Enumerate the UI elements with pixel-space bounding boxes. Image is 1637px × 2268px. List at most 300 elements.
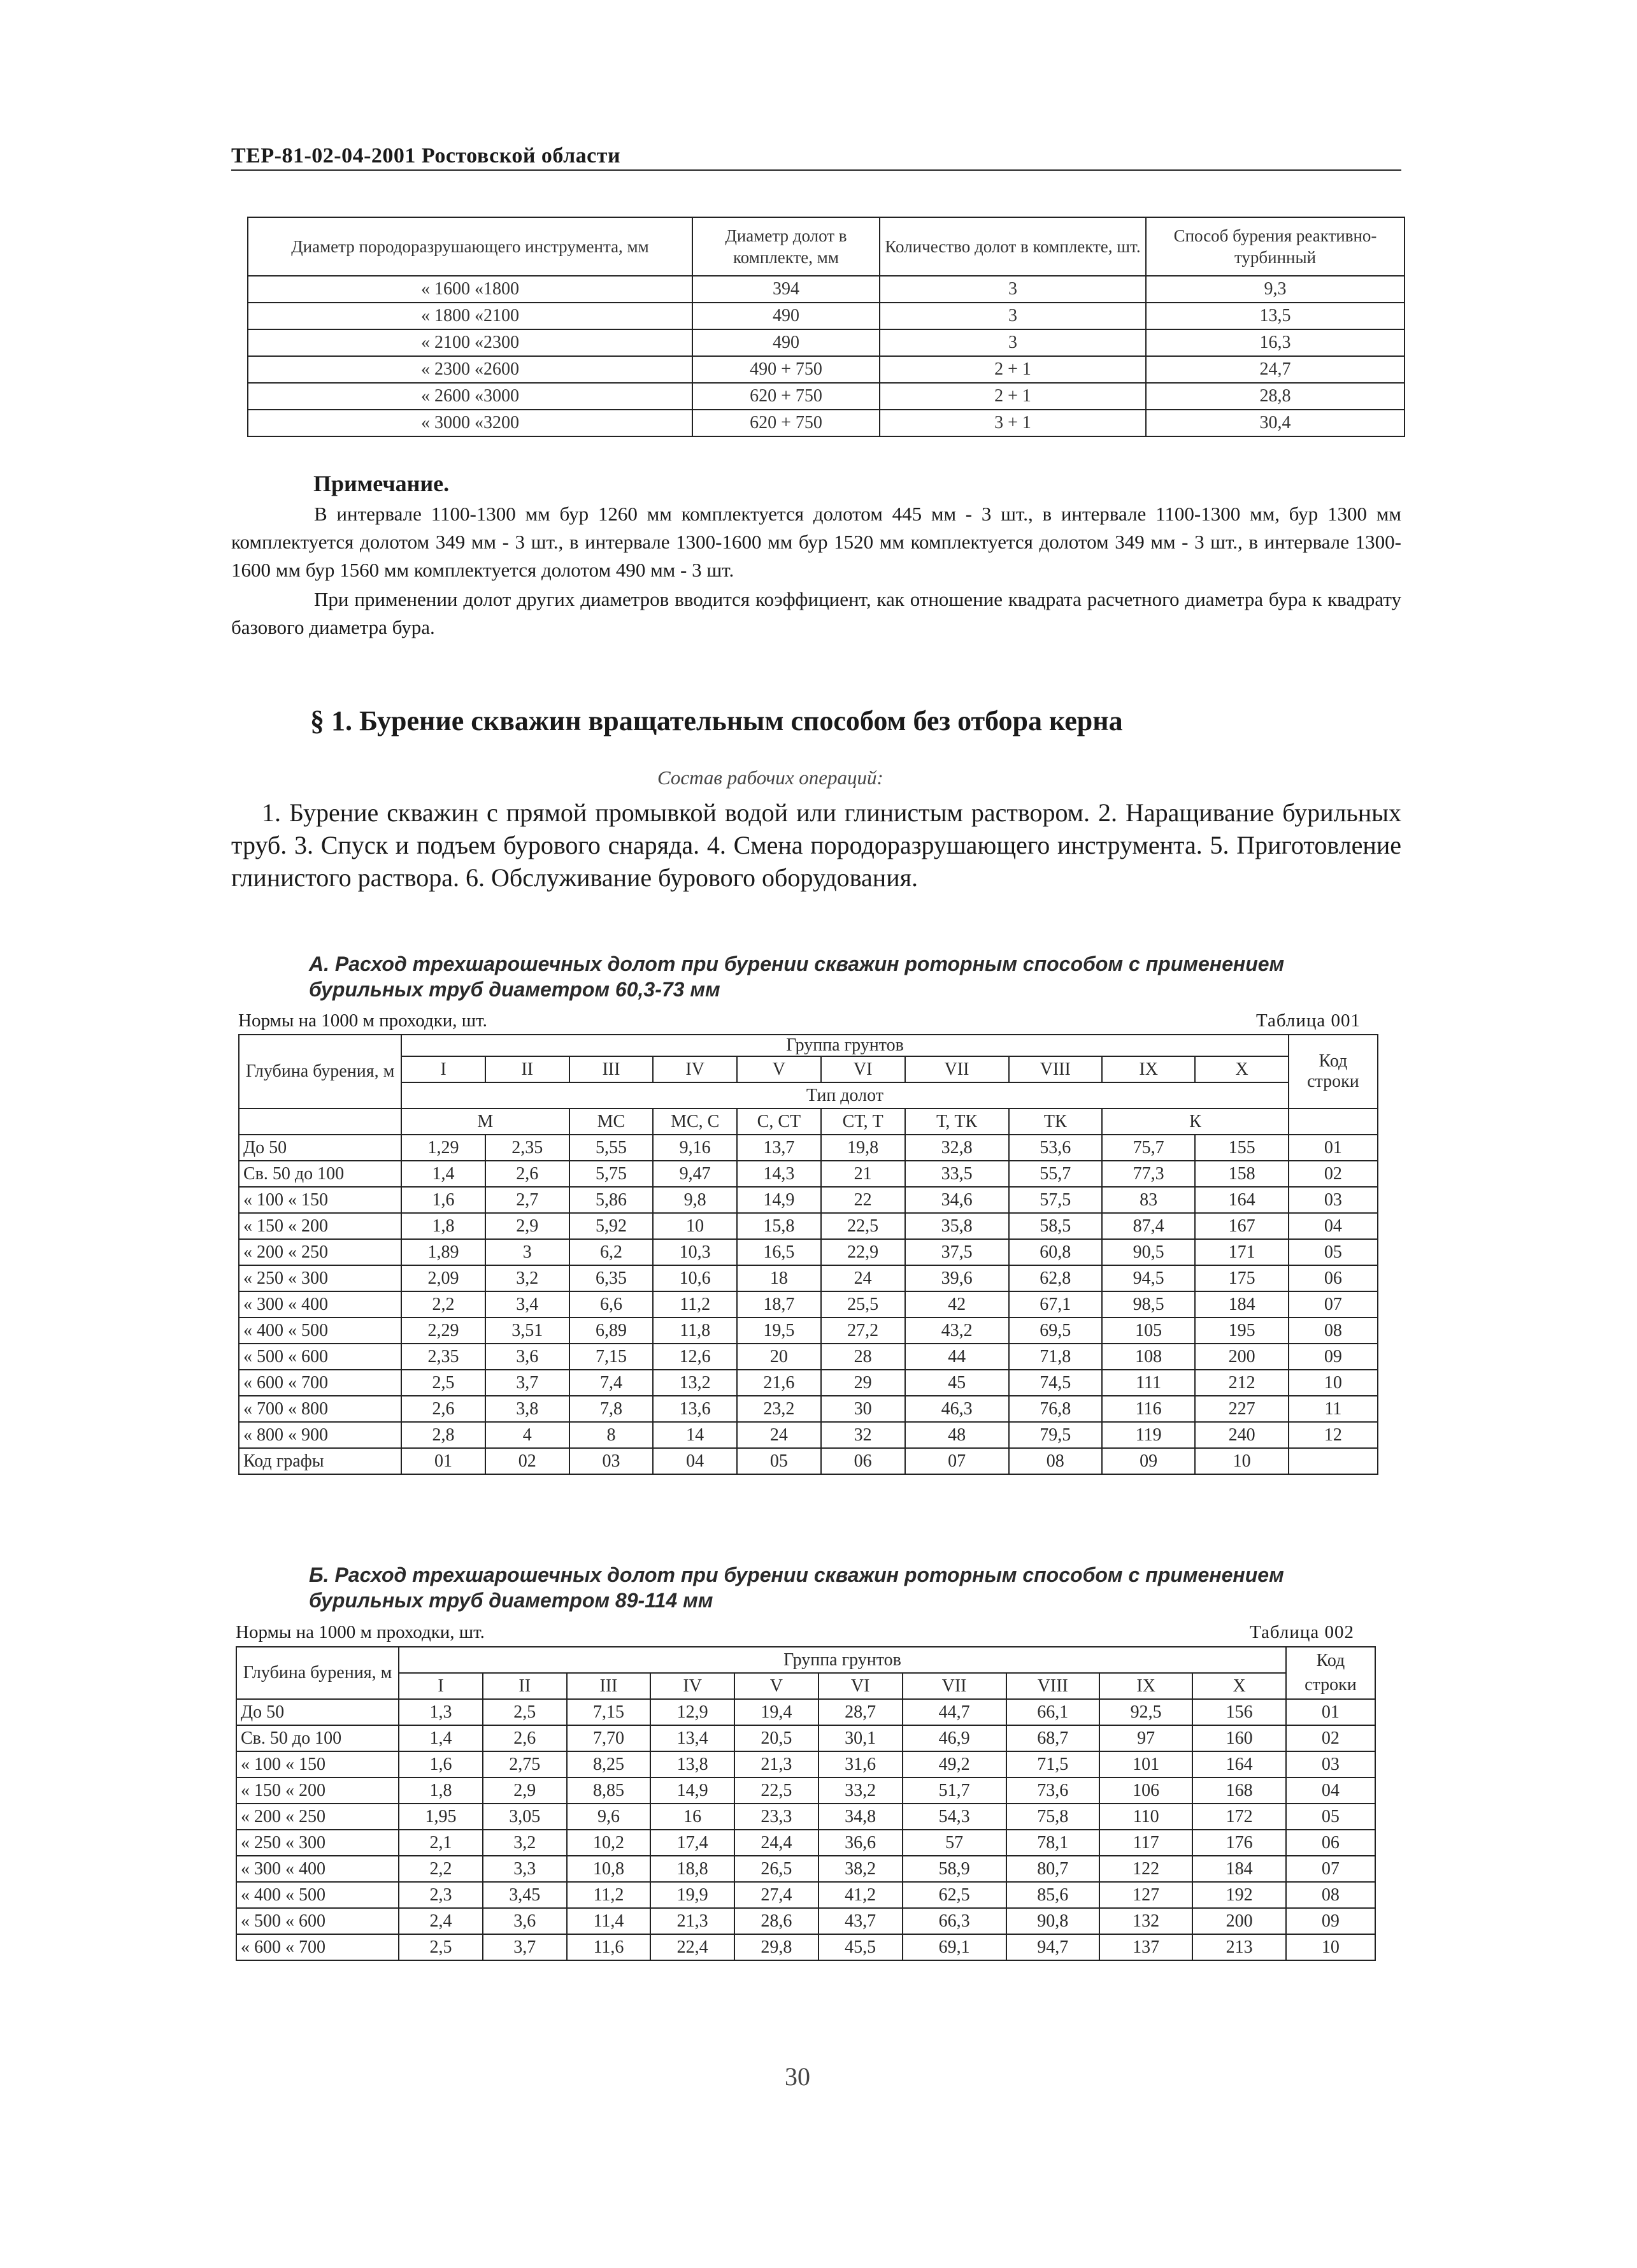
rate-cell: 3,2 — [485, 1265, 569, 1291]
rate-cell: 17,4 — [650, 1830, 734, 1856]
table-row — [236, 1882, 1375, 1908]
bit-type: К — [1102, 1109, 1289, 1135]
rate-cell: 8,85 — [567, 1777, 651, 1804]
depth-cell: « 500 « 600 — [236, 1908, 399, 1934]
table-cell: 2 + 1 — [880, 356, 1146, 383]
rate-cell: 9,8 — [653, 1187, 737, 1213]
column-code: 06 — [821, 1448, 905, 1474]
rate-cell: 18 — [737, 1265, 821, 1291]
rate-cell: 83 — [1102, 1187, 1195, 1213]
rate-cell: 77,3 — [1102, 1161, 1195, 1187]
column-header: Диаметр долот в комплекте, мм — [692, 217, 880, 276]
table-cell: « 1800 «2100 — [248, 303, 692, 329]
table-row — [248, 303, 1405, 329]
rate-cell: 28,6 — [734, 1908, 818, 1934]
rate-cell: 79,5 — [1009, 1422, 1102, 1448]
table1-column-code-row — [239, 1448, 1378, 1474]
soil-group: VIII — [1006, 1673, 1099, 1699]
rate-cell: 1,29 — [401, 1135, 485, 1161]
rate-cell: 9,6 — [567, 1804, 651, 1830]
rate-cell: 13,4 — [650, 1725, 734, 1751]
table-cell: 3 — [880, 329, 1146, 356]
rate-cell: 156 — [1192, 1699, 1285, 1725]
soil-group: VI — [818, 1673, 903, 1699]
rate-cell: 108 — [1102, 1344, 1195, 1370]
rate-cell: 68,7 — [1006, 1725, 1099, 1751]
table-row — [236, 1699, 1375, 1725]
row-code-cell: 08 — [1289, 1317, 1378, 1344]
soil-group: IX — [1099, 1673, 1192, 1699]
soil-group: VII — [905, 1056, 1009, 1082]
depth-cell: « 100 « 150 — [239, 1187, 401, 1213]
rate-cell: 71,8 — [1009, 1344, 1102, 1370]
rate-cell: 1,4 — [399, 1725, 483, 1751]
depth-cell: Св. 50 до 100 — [239, 1161, 401, 1187]
column-code: 04 — [653, 1448, 737, 1474]
depth-cell: « 600 « 700 — [239, 1370, 401, 1396]
table-row — [239, 1344, 1378, 1370]
rate-cell: 87,4 — [1102, 1213, 1195, 1239]
rate-cell: 74,5 — [1009, 1370, 1102, 1396]
rate-cell: 16 — [650, 1804, 734, 1830]
rate-cell: 4 — [485, 1422, 569, 1448]
rate-cell: 19,9 — [650, 1882, 734, 1908]
table-row — [248, 329, 1405, 356]
rate-cell: 110 — [1099, 1804, 1192, 1830]
rate-cell: 195 — [1195, 1317, 1288, 1344]
rate-cell: 19,4 — [734, 1699, 818, 1725]
depth-header: Глубина бурения, м — [236, 1647, 399, 1699]
rate-cell: 158 — [1195, 1161, 1288, 1187]
soil-group: I — [399, 1673, 483, 1699]
rate-cell: 53,6 — [1009, 1135, 1102, 1161]
rate-cell: 2,6 — [485, 1161, 569, 1187]
rate-cell: 172 — [1192, 1804, 1285, 1830]
table-cell: 394 — [692, 276, 880, 303]
rate-cell: 30 — [821, 1396, 905, 1422]
rate-cell: 10,6 — [653, 1265, 737, 1291]
rate-cell: 22 — [821, 1187, 905, 1213]
table2-caption: Б. Расход трехшарошечных долот при бурении скважин роторным способом с применением бурильных труб диаметром 89-114 мм — [309, 1563, 1284, 1612]
table-cell: « 1600 «1800 — [248, 276, 692, 303]
rate-cell: 167 — [1195, 1213, 1288, 1239]
rate-cell: 21,3 — [650, 1908, 734, 1934]
table-row — [236, 1830, 1375, 1856]
rate-cell: 2,6 — [483, 1725, 567, 1751]
table-row — [236, 1934, 1375, 1960]
row-code-cell: 11 — [1289, 1396, 1378, 1422]
rate-cell: 21,3 — [734, 1751, 818, 1777]
column-header: Способ бурения реактивно-турбинный — [1146, 217, 1405, 276]
depth-cell: « 400 « 500 — [239, 1317, 401, 1344]
rate-cell: 2,5 — [399, 1934, 483, 1960]
table-cell: « 2100 «2300 — [248, 329, 692, 356]
row-code-cell: 02 — [1286, 1725, 1375, 1751]
soil-group: IV — [650, 1673, 734, 1699]
table-row — [236, 1751, 1375, 1777]
row-code-header: Код строки — [1286, 1647, 1375, 1699]
rate-cell: 37,5 — [905, 1239, 1009, 1265]
rate-cell: 2,35 — [401, 1344, 485, 1370]
row-code-cell: 09 — [1286, 1908, 1375, 1934]
rate-cell: 31,6 — [818, 1751, 903, 1777]
rate-cell: 90,5 — [1102, 1239, 1195, 1265]
rate-cell: 44,7 — [903, 1699, 1006, 1725]
rate-cell: 18,8 — [650, 1856, 734, 1882]
rate-cell: 2,4 — [399, 1908, 483, 1934]
row-code-cell: 01 — [1286, 1699, 1375, 1725]
rate-cell: 13,8 — [650, 1751, 734, 1777]
rate-cell: 1,6 — [401, 1187, 485, 1213]
rate-cell: 66,3 — [903, 1908, 1006, 1934]
depth-cell: « 300 « 400 — [236, 1856, 399, 1882]
table-row — [239, 1239, 1378, 1265]
rate-cell: 10 — [653, 1213, 737, 1239]
table-row — [248, 410, 1405, 436]
table-row — [248, 383, 1405, 410]
rate-cell: 3,8 — [485, 1396, 569, 1422]
rate-cell: 30,1 — [818, 1725, 903, 1751]
rate-cell: 80,7 — [1006, 1856, 1099, 1882]
rate-cell: 2,5 — [401, 1370, 485, 1396]
rate-cell: 90,8 — [1006, 1908, 1099, 1934]
rate-cell: 46,3 — [905, 1396, 1009, 1422]
rate-cell: 119 — [1102, 1422, 1195, 1448]
rate-cell: 12,9 — [650, 1699, 734, 1725]
rate-cell: 34,6 — [905, 1187, 1009, 1213]
rate-cell: 2,7 — [485, 1187, 569, 1213]
operations-title: Состав рабочих операций: — [657, 766, 883, 789]
rate-cell: 9,47 — [653, 1161, 737, 1187]
table-row — [236, 1804, 1375, 1830]
rate-cell: 2,09 — [401, 1265, 485, 1291]
rate-cell: 2,9 — [483, 1777, 567, 1804]
table1-bit-type-row — [239, 1109, 1378, 1135]
row-code-cell: 06 — [1289, 1265, 1378, 1291]
table2-number: Таблица 002 — [1250, 1622, 1355, 1642]
table-cell: 620 + 750 — [692, 383, 880, 410]
table-row — [239, 1396, 1378, 1422]
row-code-cell: 06 — [1286, 1830, 1375, 1856]
table-cell: 3 — [880, 276, 1146, 303]
rate-cell: 2,9 — [485, 1213, 569, 1239]
table-cell: « 2600 «3000 — [248, 383, 692, 410]
rate-cell: 5,75 — [569, 1161, 654, 1187]
rate-cell: 14,3 — [737, 1161, 821, 1187]
rate-cell: 1,8 — [399, 1777, 483, 1804]
rate-cell: 6,35 — [569, 1265, 654, 1291]
rate-cell: 3,3 — [483, 1856, 567, 1882]
rate-cell: 13,6 — [653, 1396, 737, 1422]
rate-cell: 111 — [1102, 1370, 1195, 1396]
rate-cell: 184 — [1192, 1856, 1285, 1882]
rate-cell: 11,4 — [567, 1908, 651, 1934]
column-code-label: Код графы — [239, 1448, 401, 1474]
rate-cell: 32 — [821, 1422, 905, 1448]
table-cell: 490 + 750 — [692, 356, 880, 383]
rate-cell: 2,29 — [401, 1317, 485, 1344]
table1-number: Таблица 001 — [1256, 1010, 1361, 1031]
table2-header-row-1 — [236, 1647, 1375, 1673]
table-row — [239, 1422, 1378, 1448]
table-row — [239, 1161, 1378, 1187]
rate-cell: 69,5 — [1009, 1317, 1102, 1344]
rate-cell: 15,8 — [737, 1213, 821, 1239]
soil-group: I — [401, 1056, 485, 1082]
rate-cell: 5,86 — [569, 1187, 654, 1213]
depth-cell: « 100 « 150 — [236, 1751, 399, 1777]
rate-cell: 3,6 — [485, 1344, 569, 1370]
table-002 — [236, 1646, 1376, 1961]
table-row — [236, 1777, 1375, 1804]
rate-cell: 3,45 — [483, 1882, 567, 1908]
rate-cell: 46,9 — [903, 1725, 1006, 1751]
rate-cell: 22,4 — [650, 1934, 734, 1960]
table-row — [248, 276, 1405, 303]
rate-cell: 2,35 — [485, 1135, 569, 1161]
rate-cell: 18,7 — [737, 1291, 821, 1317]
table-cell: 490 — [692, 329, 880, 356]
depth-cell: « 150 « 200 — [236, 1777, 399, 1804]
rate-cell: 9,16 — [653, 1135, 737, 1161]
rate-cell: 101 — [1099, 1751, 1192, 1777]
rate-cell: 41,2 — [818, 1882, 903, 1908]
rate-cell: 132 — [1099, 1908, 1192, 1934]
rate-cell: 2,3 — [399, 1882, 483, 1908]
rate-cell: 19,5 — [737, 1317, 821, 1344]
bit-type: МС — [569, 1109, 654, 1135]
table1-caption: А. Расход трехшарошечных долот при бурении скважин роторным способом с применением бурильных труб диаметром 60,3-73 мм — [309, 952, 1285, 1001]
rate-cell: 54,3 — [903, 1804, 1006, 1830]
rate-cell: 105 — [1102, 1317, 1195, 1344]
rate-cell: 71,5 — [1006, 1751, 1099, 1777]
rate-cell: 1,8 — [401, 1213, 485, 1239]
rate-cell: 213 — [1192, 1934, 1285, 1960]
rate-cell: 10,8 — [567, 1856, 651, 1882]
column-code: 05 — [737, 1448, 821, 1474]
column-code: 10 — [1195, 1448, 1288, 1474]
rate-cell: 7,4 — [569, 1370, 654, 1396]
rate-cell: 3,7 — [483, 1934, 567, 1960]
code-header-blank — [1289, 1109, 1378, 1135]
rate-cell: 200 — [1192, 1908, 1285, 1934]
rate-cell: 1,4 — [401, 1161, 485, 1187]
row-code-cell: 05 — [1289, 1239, 1378, 1265]
rate-cell: 73,6 — [1006, 1777, 1099, 1804]
row-code-header: Код строки — [1289, 1035, 1378, 1109]
rate-cell: 25,5 — [821, 1291, 905, 1317]
operations-text: 1. Бурение скважин с прямой промывкой водой или глинистым раствором. 2. Наращивание бурильных труб. 3. Спуск и подъем бурового снаряда. 4. Смена породоразрушающего инструмента. 5. Приготовление глинистого раствора. 6. Обслуживание бурового оборудования. — [231, 798, 1401, 892]
rate-cell: 3,6 — [483, 1908, 567, 1934]
footer-blank — [1289, 1448, 1378, 1474]
rate-cell: 2,2 — [399, 1856, 483, 1882]
rate-cell: 11,2 — [653, 1291, 737, 1317]
rate-cell: 164 — [1192, 1751, 1285, 1777]
rate-cell: 29,8 — [734, 1934, 818, 1960]
rate-cell: 29 — [821, 1370, 905, 1396]
rate-cell: 11,8 — [653, 1317, 737, 1344]
rate-cell: 1,3 — [399, 1699, 483, 1725]
table-cell: 490 — [692, 303, 880, 329]
column-code: 09 — [1102, 1448, 1195, 1474]
rate-cell: 57 — [903, 1830, 1006, 1856]
soil-group: IX — [1102, 1056, 1195, 1082]
table-row — [239, 1317, 1378, 1344]
rate-cell: 43,2 — [905, 1317, 1009, 1344]
bit-type-header: Тип долот — [401, 1082, 1289, 1109]
rate-cell: 212 — [1195, 1370, 1288, 1396]
rate-cell: 78,1 — [1006, 1830, 1099, 1856]
rate-cell: 116 — [1102, 1396, 1195, 1422]
rate-cell: 43,7 — [818, 1908, 903, 1934]
rate-cell: 32,8 — [905, 1135, 1009, 1161]
rate-cell: 8,25 — [567, 1751, 651, 1777]
rate-cell: 176 — [1192, 1830, 1285, 1856]
bit-type: МС, С — [653, 1109, 737, 1135]
rate-cell: 192 — [1192, 1882, 1285, 1908]
rate-cell: 20,5 — [734, 1725, 818, 1751]
column-code: 07 — [905, 1448, 1009, 1474]
rate-cell: 3,05 — [483, 1804, 567, 1830]
depth-cell: Св. 50 до 100 — [236, 1725, 399, 1751]
rate-cell: 22,5 — [821, 1213, 905, 1239]
rate-cell: 69,1 — [903, 1934, 1006, 1960]
table-cell: 13,5 — [1146, 303, 1405, 329]
rate-cell: 7,15 — [569, 1344, 654, 1370]
page-number: 30 — [785, 2062, 810, 2091]
row-code-cell: 05 — [1286, 1804, 1375, 1830]
depth-cell: До 50 — [236, 1699, 399, 1725]
rate-cell: 122 — [1099, 1856, 1192, 1882]
table1-header-row-2 — [239, 1056, 1378, 1082]
rate-cell: 22,9 — [821, 1239, 905, 1265]
column-code: 02 — [485, 1448, 569, 1474]
soil-group: X — [1195, 1056, 1288, 1082]
section-title: § 1. Бурение скважин вращательным способом без отбора керна — [310, 705, 1123, 736]
table-cell: 3 — [880, 303, 1146, 329]
depth-cell: « 600 « 700 — [236, 1934, 399, 1960]
note-paragraph-2: При применении долот других диаметров вводится коэффициент, как отношение квадрата расчетного диаметра бура к квадрату базового диаметра бура. — [231, 588, 1401, 638]
table-row — [239, 1370, 1378, 1396]
rate-cell: 160 — [1192, 1725, 1285, 1751]
rate-cell: 2,8 — [401, 1422, 485, 1448]
table-cell: 28,8 — [1146, 383, 1405, 410]
rate-cell: 155 — [1195, 1135, 1288, 1161]
soil-group: II — [483, 1673, 567, 1699]
rate-cell: 11,2 — [567, 1882, 651, 1908]
rate-cell: 21 — [821, 1161, 905, 1187]
rate-cell: 39,6 — [905, 1265, 1009, 1291]
rate-cell: 44 — [905, 1344, 1009, 1370]
table-cell: 16,3 — [1146, 329, 1405, 356]
rate-cell: 184 — [1195, 1291, 1288, 1317]
rate-cell: 6,2 — [569, 1239, 654, 1265]
rate-cell: 5,92 — [569, 1213, 654, 1239]
rate-cell: 2,5 — [483, 1699, 567, 1725]
rate-cell: 13,7 — [737, 1135, 821, 1161]
rate-cell: 45,5 — [818, 1934, 903, 1960]
soil-group-header: Группа грунтов — [399, 1647, 1286, 1673]
rate-cell: 33,5 — [905, 1161, 1009, 1187]
rate-cell: 2,6 — [401, 1396, 485, 1422]
rate-cell: 117 — [1099, 1830, 1192, 1856]
table-cell: 2 + 1 — [880, 383, 1146, 410]
rate-cell: 26,5 — [734, 1856, 818, 1882]
rate-cell: 3 — [485, 1239, 569, 1265]
table-001 — [238, 1034, 1378, 1475]
rate-cell: 6,6 — [569, 1291, 654, 1317]
rate-cell: 7,8 — [569, 1396, 654, 1422]
depth-cell: « 400 « 500 — [236, 1882, 399, 1908]
rate-cell: 60,8 — [1009, 1239, 1102, 1265]
soil-group-header: Группа грунтов — [401, 1035, 1289, 1056]
rate-cell: 7,15 — [567, 1699, 651, 1725]
rate-cell: 45 — [905, 1370, 1009, 1396]
rate-cell: 240 — [1195, 1422, 1288, 1448]
rate-cell: 21,6 — [737, 1370, 821, 1396]
table-cell: 24,7 — [1146, 356, 1405, 383]
column-header: Количество долот в комплекте, шт. — [880, 217, 1146, 276]
table-row — [236, 1856, 1375, 1882]
rate-cell: 3,2 — [483, 1830, 567, 1856]
rate-cell: 55,7 — [1009, 1161, 1102, 1187]
table-row — [239, 1265, 1378, 1291]
soil-group: II — [485, 1056, 569, 1082]
rate-cell: 227 — [1195, 1396, 1288, 1422]
depth-cell: « 700 « 800 — [239, 1396, 401, 1422]
row-code-cell: 01 — [1289, 1135, 1378, 1161]
soil-group: X — [1192, 1673, 1285, 1699]
table-row — [239, 1135, 1378, 1161]
rate-cell: 19,8 — [821, 1135, 905, 1161]
rate-cell: 42 — [905, 1291, 1009, 1317]
soil-group: VIII — [1009, 1056, 1102, 1082]
bit-type: СТ, Т — [821, 1109, 905, 1135]
row-code-cell: 07 — [1286, 1856, 1375, 1882]
table1-norms: Нормы на 1000 м проходки, шт. — [238, 1010, 487, 1031]
rate-cell: 28,7 — [818, 1699, 903, 1725]
rate-cell: 57,5 — [1009, 1187, 1102, 1213]
table-cell: 620 + 750 — [692, 410, 880, 436]
row-code-cell: 12 — [1289, 1422, 1378, 1448]
rate-cell: 200 — [1195, 1344, 1288, 1370]
note-paragraph-1: В интервале 1100-1300 мм бур 1260 мм комплектуется долотом 445 мм - 3 шт., в интервале 1100-1300 мм, бур 1300 мм комплектуется долотом 349 мм - 3 шт., в интервале 1300-1600 мм бур 1520 мм комплектуется долотом 349 мм - 3 шт., в интервале 1300-1600 мм бур 1560 мм комплектуется долотом 490 мм - 3 шт. — [231, 503, 1401, 581]
rate-cell: 62,5 — [903, 1882, 1006, 1908]
rate-cell: 23,2 — [737, 1396, 821, 1422]
bit-set-table — [247, 217, 1405, 437]
rate-cell: 137 — [1099, 1934, 1192, 1960]
rate-cell: 94,5 — [1102, 1265, 1195, 1291]
rate-cell: 66,1 — [1006, 1699, 1099, 1725]
row-code-cell: 03 — [1289, 1187, 1378, 1213]
row-code-cell: 04 — [1286, 1777, 1375, 1804]
bit-type: М — [401, 1109, 569, 1135]
table2-header-row-2 — [236, 1673, 1375, 1699]
rate-cell: 22,5 — [734, 1777, 818, 1804]
rate-cell: 164 — [1195, 1187, 1288, 1213]
depth-header-blank — [239, 1109, 401, 1135]
rate-cell: 3,4 — [485, 1291, 569, 1317]
column-header: Диаметр породоразрушающего инструмента, мм — [248, 217, 692, 276]
rate-cell: 2,2 — [401, 1291, 485, 1317]
rate-cell: 7,70 — [567, 1725, 651, 1751]
rate-cell: 23,3 — [734, 1804, 818, 1830]
soil-group: IV — [653, 1056, 737, 1082]
table-row — [239, 1213, 1378, 1239]
rate-cell: 11,6 — [567, 1934, 651, 1960]
depth-cell: « 200 « 250 — [239, 1239, 401, 1265]
depth-cell: « 250 « 300 — [236, 1830, 399, 1856]
